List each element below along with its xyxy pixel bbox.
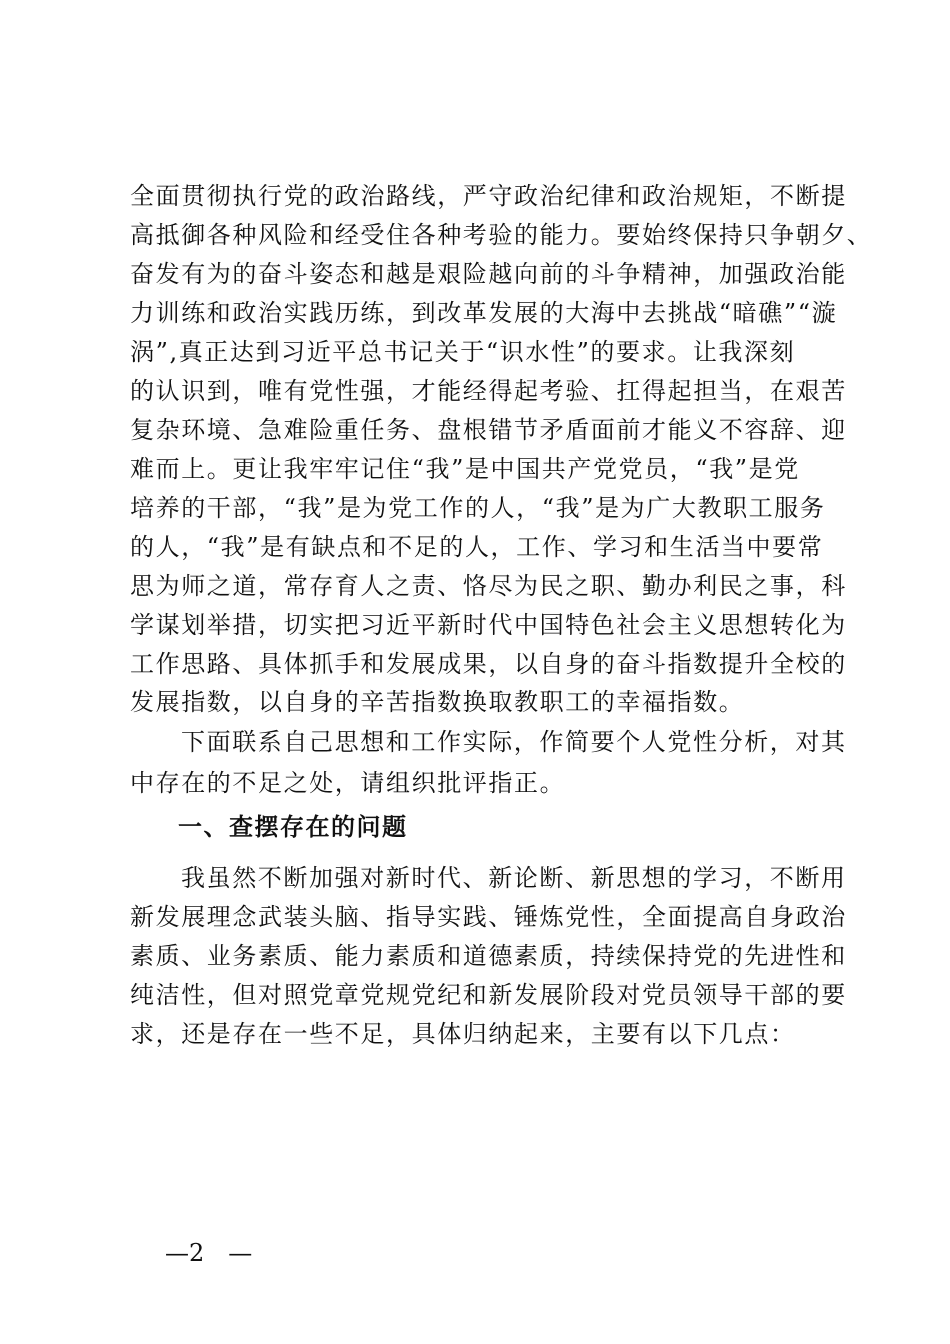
text-line: 纯洁性，但对照党章党规党纪和新发展阶段对党员领导干部的要 bbox=[130, 981, 847, 1009]
section-heading: 一、查摆存在的问题 bbox=[178, 813, 408, 841]
text-line: 培养的干部，“我”是为党工作的人，“我”是为广大教职工服务 bbox=[130, 494, 826, 522]
text-line: 工作思路、具体抓手和发展成果，以自身的奋斗指数提升全校的 bbox=[130, 650, 847, 678]
text-line: 的认识到，唯有党性强，才能经得起考验、扛得起担当，在艰苦 bbox=[130, 377, 847, 405]
text-line: 涡”,真正达到习近平总书记关于“识水性”的要求。让我深刻 bbox=[130, 338, 796, 366]
text-line: 发展指数，以自身的辛苦指数换取教职工的幸福指数。 bbox=[130, 688, 745, 716]
text-line: 全面贯彻执行党的政治路线，严守政治纪律和政治规矩，不断提 bbox=[130, 182, 847, 210]
text-line: 思为师之道，常存育人之责、恪尽为民之职、勤办利民之事，科 bbox=[130, 572, 847, 600]
page-number: —2 — bbox=[165, 1239, 253, 1267]
text-line: 下面联系自己思想和工作实际，作简要个人党性分析，对其 bbox=[181, 728, 847, 756]
text-line: 复杂环境、急难险重任务、盘根错节矛盾面前才能义不容辞、迎 bbox=[130, 416, 847, 444]
text-line: 力训练和政治实践历练，到改革发展的大海中去挑战“暗礁”“漩 bbox=[130, 299, 838, 327]
text-line: 奋发有为的奋斗姿态和越是艰险越向前的斗争精神，加强政治能 bbox=[130, 260, 847, 288]
text-line: 高抵御各种风险和经受住各种考验的能力。要始终保持只争朝夕、 bbox=[130, 221, 873, 249]
text-line: 中存在的不足之处，请组织批评指正。 bbox=[130, 769, 566, 797]
text-line: 素质、业务素质、能力素质和道德素质，持续保持党的先进性和 bbox=[130, 942, 847, 970]
text-line: 新发展理念武装头脑、指导实践、锤炼党性，全面提高自身政治 bbox=[130, 903, 847, 931]
text-line: 求，还是存在一些不足，具体归纳起来，主要有以下几点： bbox=[130, 1020, 796, 1048]
text-line: 我虽然不断加强对新时代、新论断、新思想的学习，不断用 bbox=[181, 864, 847, 892]
text-line: 难而上。更让我牢牢记住“我”是中国共产党党员，“我”是党 bbox=[130, 455, 800, 483]
text-line: 学谋划举措，切实把习近平新时代中国特色社会主义思想转化为 bbox=[130, 611, 847, 639]
text-line: 的人，“我”是有缺点和不足的人，工作、学习和生活当中要常 bbox=[130, 533, 824, 561]
